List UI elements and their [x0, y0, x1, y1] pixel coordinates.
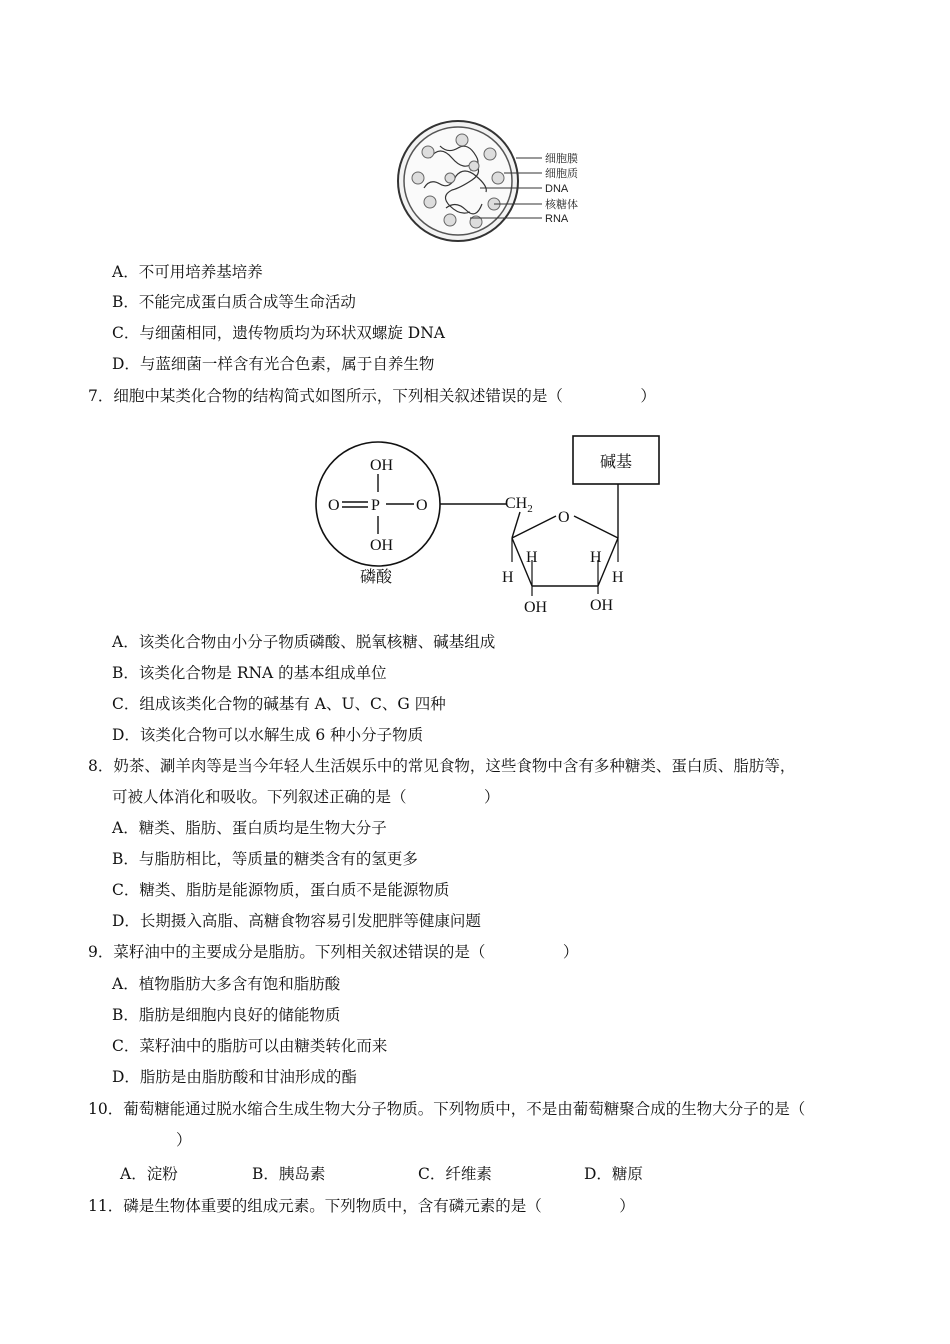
- q11-stem: 11．磷是生物体重要的组成元素。下列物质中，含有磷元素的是（ ）: [88, 1197, 635, 1215]
- q9-option-c: C．菜籽油中的脂肪可以由糖类转化而来: [112, 1037, 388, 1055]
- q9-option-d: D．脂肪是由脂肪酸和甘油形成的酯: [112, 1068, 357, 1086]
- q8-option-b: B．与脂肪相比，等质量的糖类含有的氢更多: [112, 850, 418, 868]
- label-dna: DNA: [545, 183, 569, 195]
- phosphate-label: 磷酸: [360, 567, 393, 586]
- h-c2: H: [590, 549, 602, 566]
- q9-option-a: A．植物脂肪大多含有饱和脂肪酸: [112, 975, 341, 993]
- label-ribosome: 核糖体: [545, 199, 578, 211]
- q10-option-a: A．淀粉: [120, 1165, 178, 1183]
- phosphate-oh-top: OH: [370, 457, 394, 474]
- h-c3: H: [526, 549, 538, 566]
- q6-option-c: C．与细菌相同，遗传物质均为环状双螺旋 DNA: [112, 324, 445, 342]
- q10-option-d: D．糖原: [584, 1165, 643, 1183]
- oh-c3: OH: [524, 599, 548, 616]
- h-c1: H: [612, 569, 624, 586]
- q7-option-a: A．该类化合物由小分子物质磷酸、脱氧核糖、碱基组成: [112, 633, 496, 651]
- q10-stem-line2: ）: [176, 1131, 192, 1149]
- label-rna: RNA: [545, 213, 569, 225]
- q8-option-a: A．糖类、脂肪、蛋白质均是生物大分子: [112, 819, 387, 837]
- h-c4: H: [502, 569, 514, 586]
- ch2-group: $CH_2$: [505, 495, 533, 515]
- label-cytoplasm: 细胞质: [545, 168, 578, 180]
- q9-option-b: B．脂肪是细胞内良好的储能物质: [112, 1006, 341, 1024]
- base-label: 碱基: [599, 452, 633, 471]
- q10-stem-line1: 10．葡萄糖能通过脱水缩合生成生物大分子物质。下列物质中，不是由葡萄糖聚合成的生物大分子的是（: [88, 1100, 806, 1118]
- q10-option-b: B．胰岛素: [252, 1165, 326, 1183]
- q9-stem: 9．菜籽油中的主要成分是脂肪。下列相关叙述错误的是（ ）: [88, 943, 579, 961]
- q6-option-a: A．不可用培养基培养: [112, 263, 263, 281]
- q7-stem: 7．细胞中某类化合物的结构简式如图所示，下列相关叙述错误的是（ ）: [88, 387, 656, 405]
- q7-option-d: D．该类化合物可以水解生成 6 种小分子物质: [112, 726, 424, 744]
- q8-option-d: D．长期摄入高脂、高糖食物容易引发肥胖等健康问题: [112, 912, 481, 930]
- phosphate-oh-bottom: OH: [370, 537, 394, 554]
- q8-option-c: C．糖类、脂肪是能源物质，蛋白质不是能源物质: [112, 881, 450, 899]
- phosphate-p: P: [371, 497, 380, 514]
- oh-c2: OH: [590, 597, 614, 614]
- nucleotide-structure: [310, 430, 670, 620]
- q8-stem-line2: 可被人体消化和吸收。下列叙述正确的是（ ）: [112, 788, 500, 806]
- label-cell-membrane: 细胞膜: [545, 153, 578, 165]
- phosphate-o-left: O: [328, 497, 340, 514]
- phosphate-o-right: O: [416, 497, 428, 514]
- q7-option-c: C．组成该类化合物的碱基有 A、U、C、G 四种: [112, 695, 446, 713]
- q6-option-b: B．不能完成蛋白质合成等生命活动: [112, 293, 356, 311]
- ring-oxygen: O: [558, 509, 570, 526]
- q6-option-d: D．与蓝细菌一样含有光合色素，属于自养生物: [112, 355, 435, 373]
- q8-stem-line1: 8．奶茶、涮羊肉等是当今年轻人生活娱乐中的常见食物，这些食物中含有多种糖类、蛋白质、脂肪等，: [88, 757, 796, 775]
- q10-option-c: C．纤维素: [418, 1165, 492, 1183]
- cell-diagram: [390, 118, 590, 246]
- q7-option-b: B．该类化合物是 RNA 的基本组成单位: [112, 664, 387, 682]
